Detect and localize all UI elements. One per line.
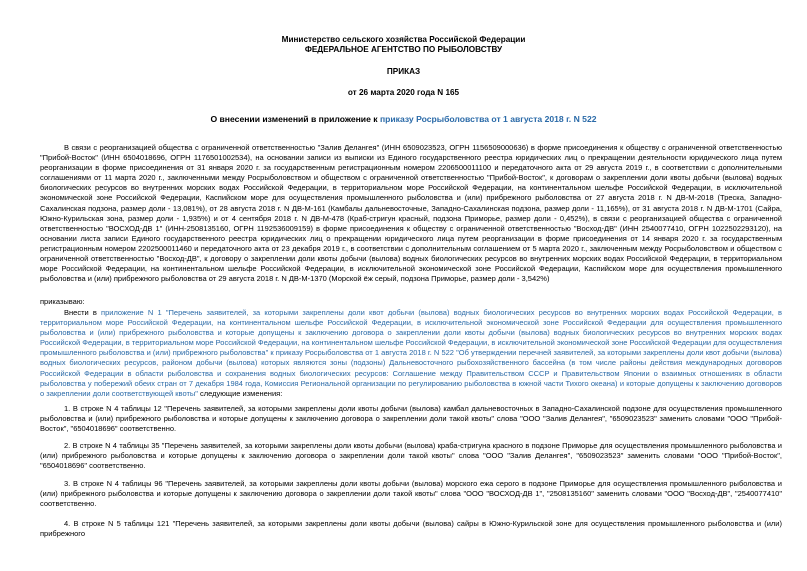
order-522-link[interactable]: приказу Росрыболовства от 1 августа 2018 г. N 522: [379, 114, 597, 124]
agency-name: ФЕДЕРАЛЬНОЕ АГЕНТСТВО ПО РЫБОЛОВСТВУ: [304, 45, 503, 54]
main-prefix: Внести в: [64, 308, 102, 317]
order-word: приказываю:: [40, 297, 85, 306]
change-item-2: 2. В строке N 4 таблицы 35 "Перечень заявителей, за которыми закреплены доли квоты добычи (вылова) краба-стригуна красного в подзоне Приморье для осуществления промышленного рыболовства и (или) прибрежного рыболовства и которые допущены к заключению договора о закреплении доли такой квоты" слова "ООО "Залив Делангея", "6509023523" заменить словами "ООО "Прибой-Восток", "6504018696" соответственно.: [40, 441, 782, 471]
document-date-number: от 26 марта 2020 года N 165: [347, 88, 460, 97]
ministry-name: Министерство сельского хозяйства Российской Федерации: [281, 35, 526, 44]
change-item-3: 3. В строке N 4 таблицы 96 "Перечень заявителей, за которыми закреплены доли квоты добычи (вылова) морского ежа серого в подзоне Приморье для осуществления промышленного рыболовства и (или) прибрежного рыболовства и которые допущены к заключению договора о закреплении доли такой квоты" слова "ООО "ВОСХОД-ДВ 1", "2508135160" заменить словами "ООО "Восход-ДВ", "2540077410" соответственно.: [40, 479, 782, 509]
title-prefix: О внесении изменений в приложение к: [210, 114, 380, 124]
document-type: ПРИКАЗ: [386, 67, 421, 76]
preamble-paragraph: В связи с реорганизацией общества с ограниченной ответственностью "Залив Делангея" (ИНН 6509023523, ОГРН 1156509000636) в форме присоединения к обществу с ограниченной ответственностью "Прибой-Восток" (ИНН 6504018696, ОГРН 1176501002534), на основании записи из выписки из Единого государственного реестра юридических лиц о прекращении деятельности юридического лица путем реорганизации в форме присоединения от 31 января 2020 г. за государственным регистрационным номером 2206500011100 и передаточного акта от 29 августа 2019 г., в соответствии с дополнительными соглашениями от 11 марта 2020 г., заключенными между Росрыболовством и обществом с ограниченной ответственностью "Прибой-Восток", к договорам о закреплении доли квоты добычи (вылова) водных биологических ресурсов во внутренних морских водах Российской Федерации, в территориальном море Российской Федерации, на континентальном шельфе Российской Федерации, в исключительной экономической зоне Российской Федерации, Каспийском море для осуществления промышленного рыболовства и (или) прибрежного рыболовства от 27 августа 2018 г. N ДВ-М-2018 (Треска, Западно-Сахалинская подзона, размер доли - 13,081%), от 28 августа 2018 г. N ДВ-М-161 (Камбалы дальневосточные, Западно-Сахалинская подзона, размер доли - 11,165%), от 31 августа 2018 г. N ДВ-М-1701 (Сайра, Южно-Курильская зона, размер доли - 1,935%) и от 4 сентября 2018 г. N ДВ-М-478 (Краб-стригун красный, подзона Приморье, размер доли - 0,452%), в связи с реорганизацией общества с ограниченной ответственностью "ВОСХОД-ДВ 1" (ИНН-2508135160, ОГРН 1192536009159) в форме присоединения к обществу с ограниченной ответственностью "Восход-ДВ" (ИНН 2540077410, ОГРН 1022502293120), на основании листа записи Единого государственного реестра юридических лиц о прекращении юридического лица путем реорганизации в форме присоединения от 14 января 2020 г. за государственным регистрационным номером 2202500011460 и передаточного акта от 23 декабря 2019 г., в соответствии с дополнительным соглашением от 5 марта 2020 г., заключенным между Росрыболовством и обществом с ограниченной ответственностью "Восход-ДВ", к договору о закреплении доли квоты добычи (вылова) водных биологических ресурсов во внутренних морских водах Российской Федерации, в территориальном море Российской Федерации, на континентальном шельфе Российской Федерации, в исключительной экономической зоне Российской Федерации, Каспийском море для осуществления промышленного рыболовства и (или) прибрежного рыболовства от 29 августа 2018 г. N ДВ-М-1370 (Морской ёж серый, подзона Приморье, размер доли - 3,542%): [40, 143, 782, 284]
main-suffix: следующие изменения:: [197, 388, 283, 398]
change-item-1: 1. В строке N 4 таблицы 12 "Перечень заявителей, за которыми закреплены доли квоты добычи (вылова) камбал дальневосточных в Западно-Сахалинской подзоне для осуществления промышленного рыболовства и (или) прибрежного рыболовства и которые допущены к заключению договора о закреплении доли такой квоты" слова "ООО "Залив Делангея", "6509023523" заменить словами "ООО "Прибой-Восток", "6504018696" соответственно.: [40, 404, 782, 434]
change-item-4: 4. В строке N 5 таблицы 121 "Перечень заявителей, за которыми закреплены доли квоты добычи (вылова) сайры в Южно-Курильской зоне для осуществления промышленного рыболовства и (или) прибрежного: [40, 519, 782, 539]
document-title: [0, 114, 807, 124]
main-paragraph: [40, 308, 782, 399]
appendix-1-link[interactable]: приложение N 1 "Перечень заявителей, за которыми закреплены доли квот добычи (вылова) водных биологических ресурсов во внутренних морских водах Российской Федерации, в территориальном море Российской Федерации, на континентальном шельфе Российской Федерации, в исключительной экономической зоне Российской Федерации для осуществления промышленного рыболовства и (или) прибрежного рыболовства и которые допущены к заключению договора о закреплении доли квоты добычи (вылова) водных биологических ресурсов во внутренних морских водах Российской Федерации, в территориальном море Российской Федерации, на континентальном шельфе Российской Федерации, в исключительной экономической зоне Российской Федерации для осуществления промышленного рыболовства и (или) прибрежного рыболовства" к приказу Росрыболовства от 1 августа 2018 г. N 522 "Об утверждении перечней заявителей, за которыми закреплены доли квот добычи (вылова) водных биологических ресурсов, районом добычи (вылова) которых являются зоны (подзоны) Дальневосточного рыбохозяйственного бассейна (в том числе районы действия международных договоров Российской Федерации в области рыболовства и сохранения водных биологических ресурсов: Соглашение между Правительством СССР и Правительством Японии о взаимных отношениях в области рыболовства у побережий обеих стран от 7 декабря 1984 года, Комиссия Региональной организации по регулированию рыболовства в южной части Тихого океана) и которые допущены к заключению договоров о закреплении доли соответствующей квоты": [40, 308, 782, 398]
